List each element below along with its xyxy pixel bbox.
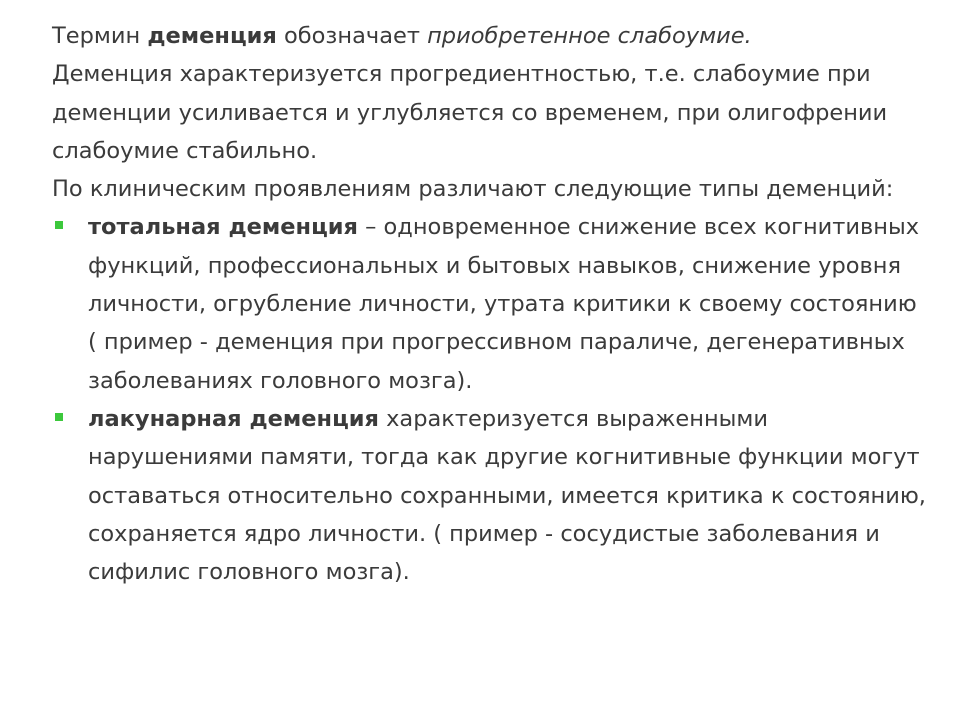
intro-paragraph-types: По клиническим проявлениям различают следующие типы деменций: <box>52 176 894 203</box>
bullet-square-icon <box>55 413 63 421</box>
intro-text-a: Термин <box>52 23 148 49</box>
term-definition: приобретенное слабоумие. <box>427 23 752 49</box>
bullet-lacunar-dementia <box>52 400 932 591</box>
intro-text-b: обозначает <box>276 23 428 49</box>
bullet-text: характеризуется выраженными нарушениями памяти, тогда как другие когнитивные функции могут оставаться относительно сохранными, имеется критика к состоянию, сохраняется ядро личности. ( пример - сосудистые заболевания и сифилис головного мозга). <box>88 405 926 586</box>
intro-paragraph-term <box>52 17 932 55</box>
bullet-term: тотальная деменция <box>88 214 358 241</box>
bullet-total-dementia <box>52 208 932 399</box>
bullet-text: – одновременное снижение всех когнитивных функций, профессиональных и бытовых навыков, снижение уровня личности, огрубление личности, утрата критики к своему состоянию ( пример - деменция при прогрессивном параличе, дегенеративных заболеваниях головного мозга). <box>88 214 920 394</box>
slide-content <box>52 17 932 591</box>
term-dementia: деменция <box>147 23 277 49</box>
bullet-term: лакунарная деменция <box>88 405 379 432</box>
bullet-square-icon <box>55 221 63 229</box>
intro-paragraph-progression: Деменция характеризуется прогредиентностью, т.е. слабоумие при деменции усиливается и углубляется со временем, при олигофрении слабоумие стабильно. <box>52 61 888 164</box>
